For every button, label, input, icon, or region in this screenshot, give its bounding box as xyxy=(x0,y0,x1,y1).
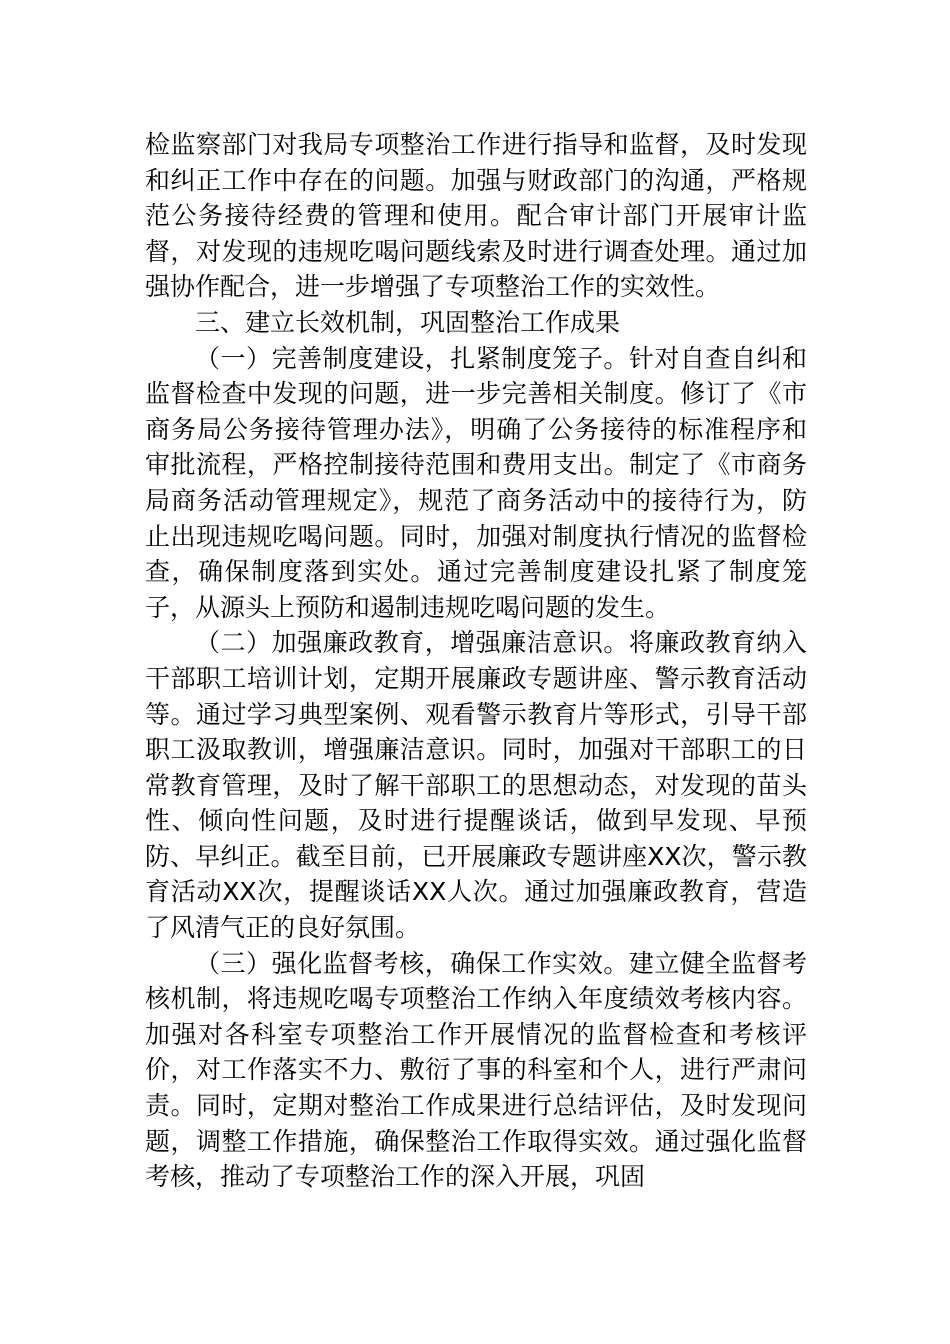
paragraph-continuation: 检监察部门对我局专项整治工作进行指导和监督，及时发现和纠正工作中存在的问题。加强与财政部门的沟通，严格规范公务接待经费的管理和使用。配合审计部门开展审计监督，对发现的违规吃喝问题线索及时进行调查处理。通过加强协作配合，进一步增强了专项整治工作的实效性。 xyxy=(145,130,807,302)
paragraph-item-2: （二）加强廉政教育，增强廉洁意识。将廉政教育纳入干部职工培训计划，定期开展廉政专题讲座、警示教育活动等。通过学习典型案例、观看警示教育片等形式，引导干部职工汲取教训，增强廉洁意识。同时，加强对干部职工的日常教育管理，及时了解干部职工的思想动态，对发现的苗头性、倾向性问题，及时进行提醒谈话，做到早发现、早预防、早纠正。截至目前，已开展廉政专题讲座XX次，警示教育活动XX次，提醒谈话XX人次。通过加强廉政教育，营造了风清气正的良好氛围。 xyxy=(145,628,807,943)
document-body xyxy=(145,127,807,1195)
section-heading: 三、建立长效机制，巩固整治工作成果 xyxy=(195,307,621,337)
paragraph-item-3: （三）强化监督考核，确保工作实效。建立健全监督考核机制，将违规吃喝专项整治工作纳入年度绩效考核内容。加强对各科室专项整治工作开展情况的监督检查和考核评价，对工作落实不力、敷衍了事的科室和个人，进行严肃问责。同时，定期对整治工作成果进行总结评估，及时发现问题，调整工作措施，确保整治工作取得实效。通过强化监督考核，推动了专项整治工作的深入开展，巩固 xyxy=(145,948,807,1192)
paragraph-item-1: （一）完善制度建设，扎紧制度笼子。针对自查自纠和监督检查中发现的问题，进一步完善相关制度。修订了《市商务局公务接待管理办法》，明确了公务接待的标准程序和审批流程，严格控制接待范围和费用支出。制定了《市商务局商务活动管理规定》，规范了商务活动中的接待行为，防止出现违规吃喝问题。同时，加强对制度执行情况的监督检查，确保制度落到实处。通过完善制度建设扎紧了制度笼子，从源头上预防和遏制违规吃喝问题的发生。 xyxy=(145,343,807,622)
